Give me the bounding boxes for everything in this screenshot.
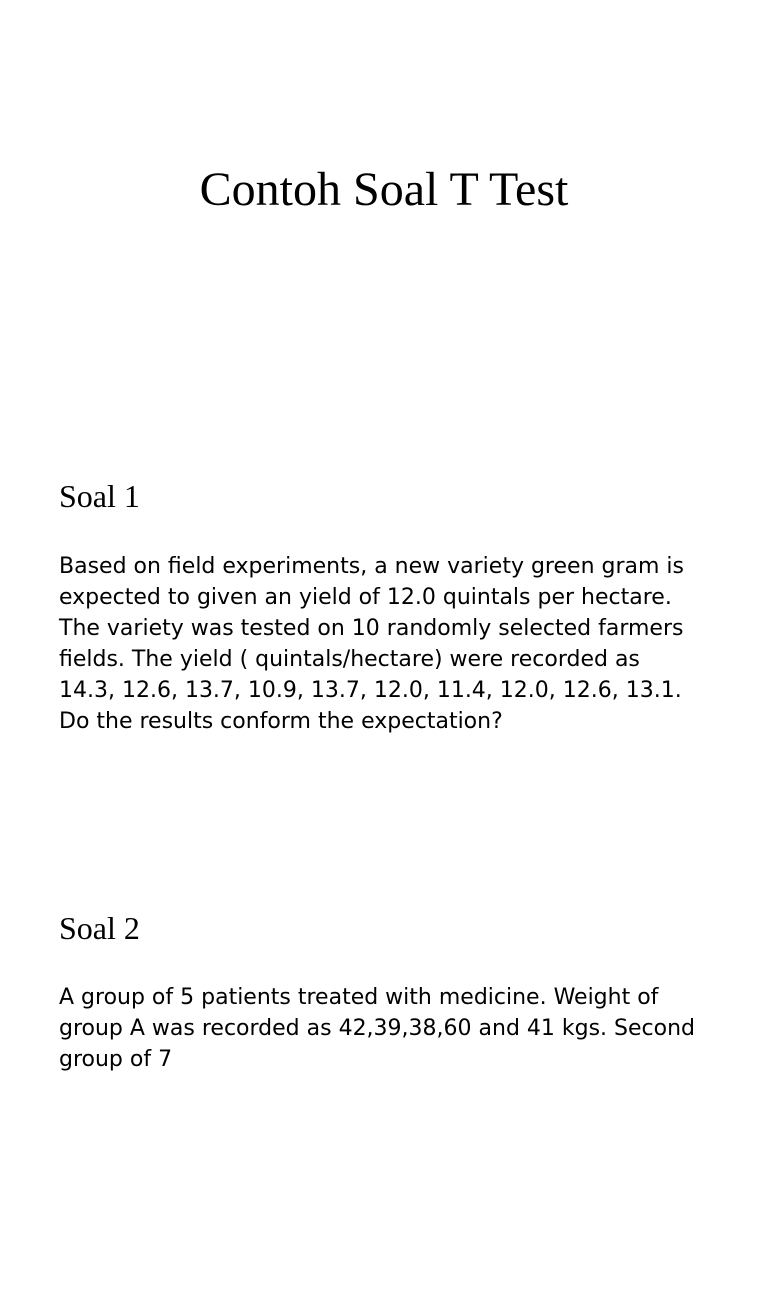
question-2-text: A group of 5 patients treated with medicine. Weight of group A was recorded as 42,39,38,60 and 41 kgs. Second group of 7	[59, 985, 696, 1072]
document-title: Contoh Soal T Test	[199, 163, 569, 216]
question-1-heading: Soal 1	[59, 478, 140, 514]
question-1-text: Based on field experiments, a new variety green gram is expected to given an yield of 12.0 quintals per hectare. The variety was tested on 10 randomly selected farmers fields. The yield ( quintals/hectare) were recorded as 14.3, 12.6, 13.7, 10.9, 13.7, 12.0, 11.4, 12.0, 12.6, 13.1. Do the results conform the expectation?	[59, 554, 684, 734]
question-2-heading: Soal 2	[59, 910, 140, 946]
title-slide	[0, 0, 768, 432]
question-slide-2	[0, 880, 768, 1312]
question-slide-1	[0, 440, 768, 872]
